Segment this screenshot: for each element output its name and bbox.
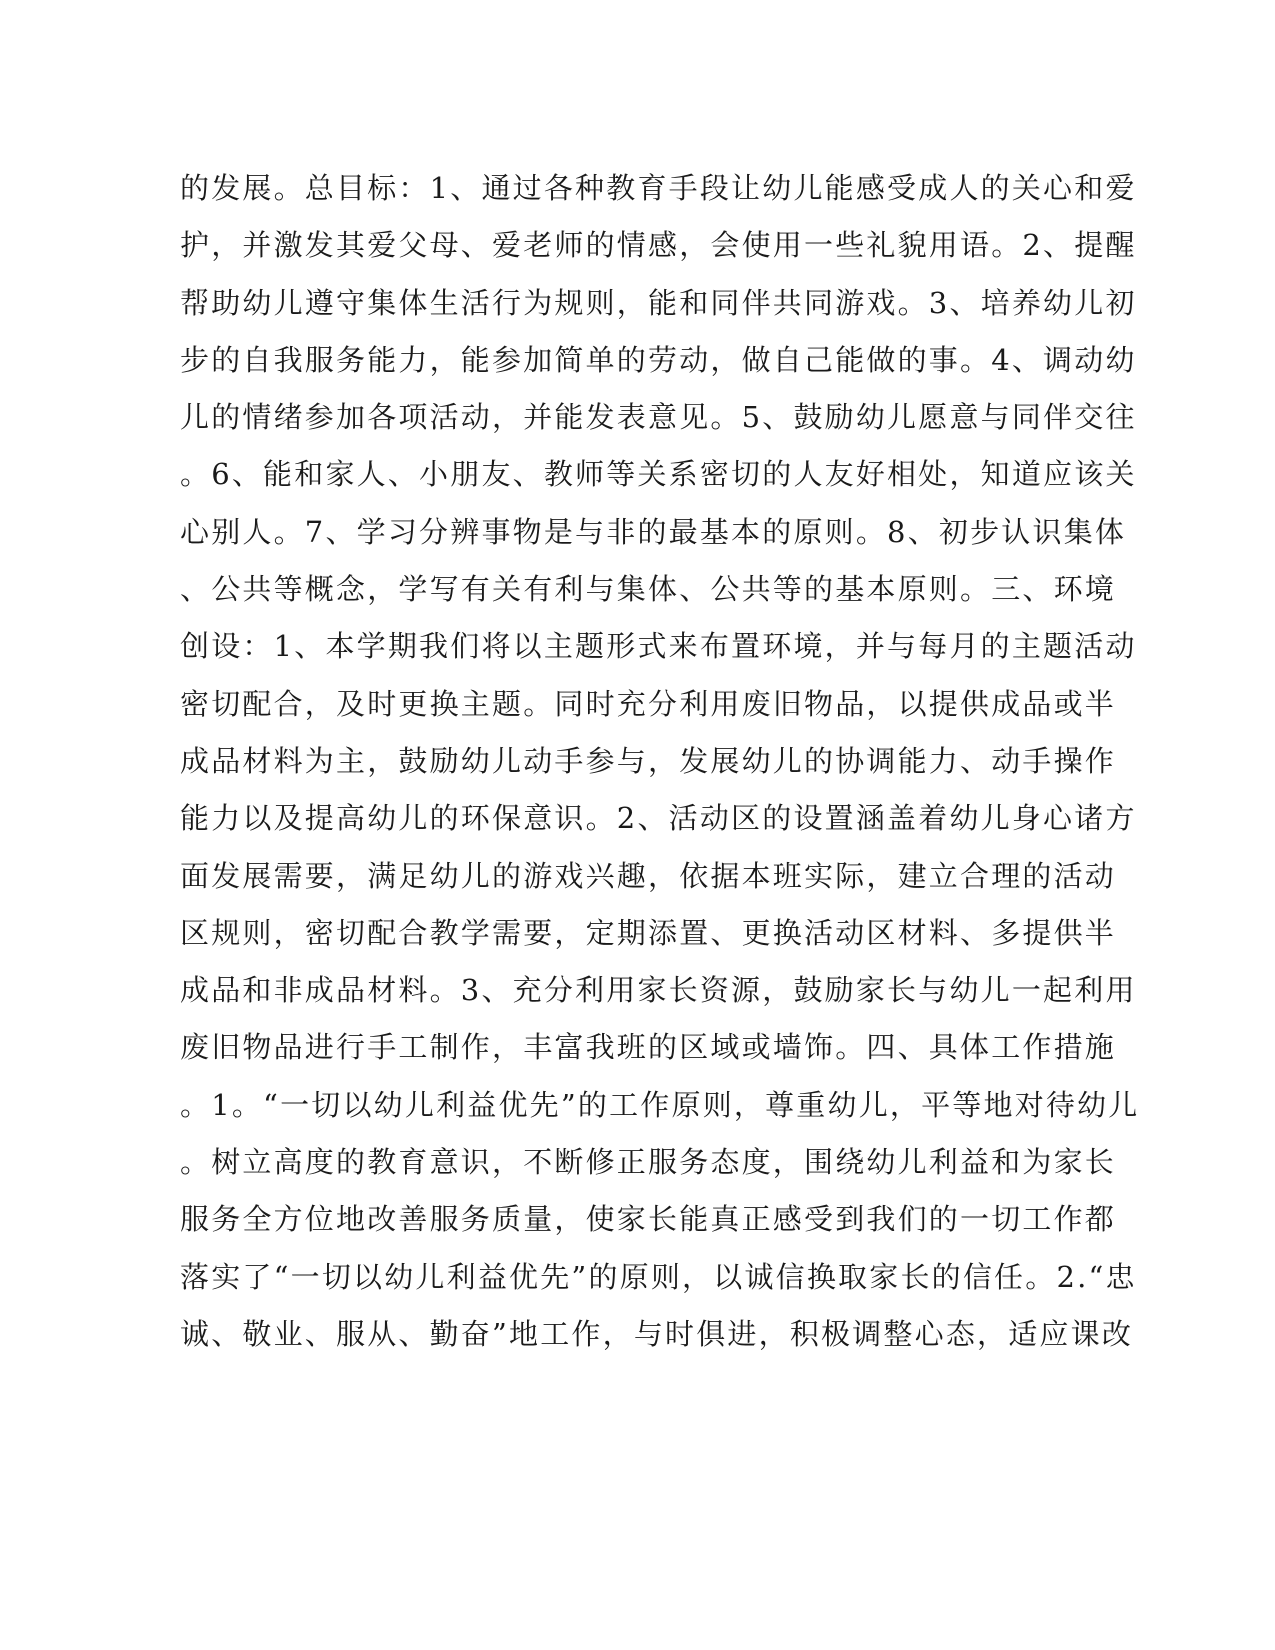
text-line: 帮助幼儿遵守集体生活行为规则，能和同伴共同游戏。3、培养幼儿初: [180, 285, 1137, 320]
text-line: 创设：1、本学期我们将以主题形式来布置环境，并与每月的主题活动: [180, 629, 1137, 664]
text-line: 。6、能和家人、小朋友、教师等关系密切的人友好相处，知道应该关: [180, 457, 1137, 492]
text-line: 。树立高度的教育意识，不断修正服务态度，围绕幼儿利益和为家长: [180, 1145, 1117, 1180]
text-line: 区规则，密切配合教学需要，定期添置、更换活动区材料、多提供半: [180, 915, 1117, 950]
text-line: 的发展。总目标：1、通过各种教育手段让幼儿能感受成人的关心和爱: [180, 171, 1137, 205]
text-line: 护，并激发其爱父母、爱老师的情感，会使用一些礼貌用语。2、提醒: [180, 228, 1137, 263]
text-line: 废旧物品进行手工制作，丰富我班的区域或墙饰。四、具体工作措施: [180, 1030, 1117, 1065]
text-line: 、公共等概念，学写有关有利与集体、公共等的基本原则。三、环境: [180, 572, 1117, 607]
text-line: 成品和非成品材料。3、充分利用家长资源，鼓励家长与幼儿一起利用: [180, 973, 1137, 1008]
text-line: 步的自我服务能力，能参加简单的劳动，做自己能做的事。4、调动幼: [180, 342, 1137, 377]
text-line: 诚、敬业、服从、勤奋”地工作，与时俱进，积极调整心态，适应课改: [180, 1316, 1134, 1351]
text-line: 落实了“一切以幼儿利益优先”的原则，以诚信换取家长的信任。2.“忠: [180, 1259, 1137, 1294]
text-line: 心别人。7、学习分辨事物是与非的最基本的原则。8、初步认识集体: [180, 514, 1127, 549]
text-line: 。1。“一切以幼儿利益优先”的工作原则，尊重幼儿，平等地对待幼儿: [180, 1087, 1140, 1122]
text-line: 成品材料为主，鼓励幼儿动手参与，发展幼儿的协调能力、动手操作: [180, 743, 1117, 778]
text-line: 能力以及提高幼儿的环保意识。2、活动区的设置涵盖着幼儿身心诸方: [180, 801, 1137, 836]
body-text: [180, 160, 1140, 1363]
text-line: 儿的情绪参加各项活动，并能发表意见。5、鼓励幼儿愿意与同伴交往: [180, 400, 1137, 435]
text-line: 密切配合，及时更换主题。同时充分利用废旧物品，以提供成品或半: [180, 686, 1117, 721]
text-line: 服务全方位地改善服务质量，使家长能真正感受到我们的一切工作都: [180, 1202, 1117, 1237]
text-line: 面发展需要，满足幼儿的游戏兴趣，依据本班实际，建立合理的活动: [180, 858, 1117, 893]
